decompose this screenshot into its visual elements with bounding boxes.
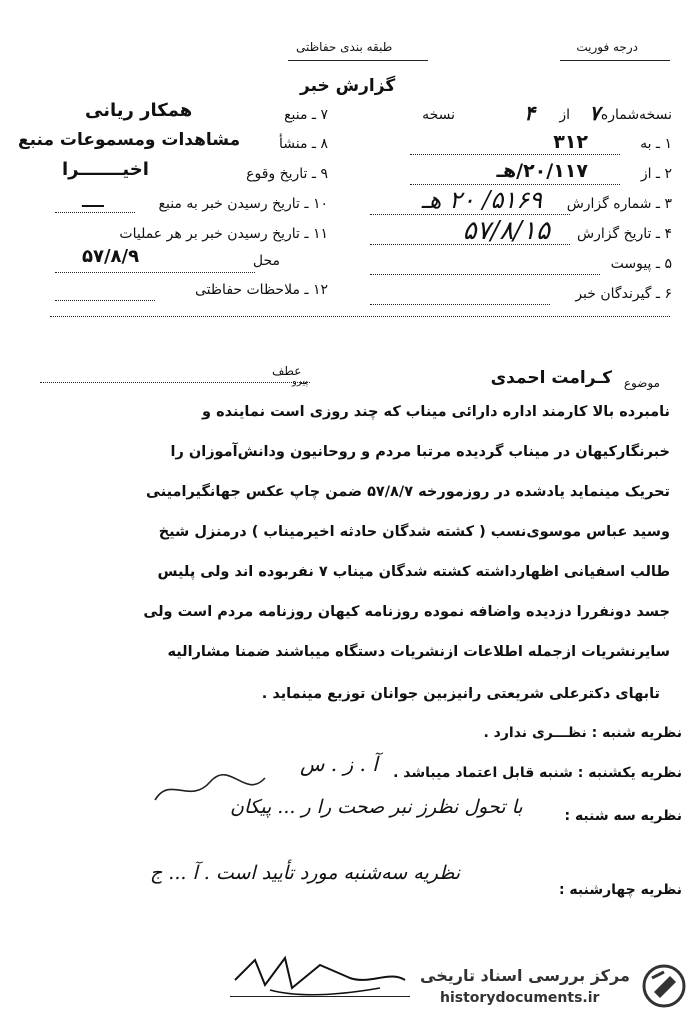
- received-ops-value: ۵۷/۸/۹: [82, 246, 140, 267]
- body-line-5: طالب اسفیانی اظهارداشته کشته شدگان میناب ۷ نفربوده اند ولی پلیس: [157, 564, 670, 580]
- from-value: ۲۰/۱۱۷/هـ: [496, 160, 588, 182]
- place-label: محل: [252, 253, 280, 269]
- received-source-label: ۱۰ ـ تاریخ رسیدن خبر به منبع: [158, 196, 328, 212]
- eval-tuesday-handwritten: با تحول نظرز نبر صحت را ر ... پیکان: [230, 796, 523, 818]
- eval-wednesday-handwritten: نظریه سه‌شنبه مورد تأیید است . آ ... ج: [150, 862, 461, 884]
- attachment-dotline: [370, 274, 600, 275]
- watermark-logo-icon: [640, 962, 688, 1010]
- signature-underline: [230, 996, 410, 997]
- body-line-8: تابهای دکترعلی شریعتی رانیزبین جوانان توزیع مینماید .: [261, 686, 660, 702]
- copy-value: ۷: [589, 101, 600, 125]
- reference-dotline: [40, 382, 310, 383]
- subject-value: کـرامت احمدی: [490, 368, 612, 388]
- report-date-dotline: [370, 244, 570, 245]
- from-dotline: [410, 184, 620, 185]
- origin-value: مشاهدات ومسموعات منبع: [18, 130, 241, 150]
- report-title: گزارش خبر: [300, 76, 396, 96]
- priority-label: درجه فوریت: [576, 40, 638, 54]
- eval-sunday-handwritten: آ . ز . س: [300, 752, 378, 776]
- report-date-label: ۴ ـ تاریخ گزارش: [577, 226, 672, 242]
- to-value: ۳۱۲: [553, 131, 588, 153]
- body-line-7: سایرنشریات ازجمله اطلاعات ازنشریات دستگاه میباشند ضمنا مشارالیه: [167, 644, 670, 660]
- body-line-4: وسید عباس موسوی‌نسب ( کشته شدگان حادثه اخیرمیناب ) درمنزل شیخ: [158, 524, 670, 540]
- watermark-url: historydocuments.ir: [440, 990, 600, 1006]
- occurrence-label: ۹ ـ تاریخ وقوع: [246, 166, 328, 182]
- copy-label: نسخه‌شماره: [600, 107, 672, 123]
- copy-suffix: نسخه: [422, 107, 455, 123]
- priority-underline: [560, 60, 670, 61]
- copy-total: ۴: [524, 101, 535, 125]
- attachment-label: ۵ ـ پیوست: [610, 256, 672, 272]
- classification-underline: [288, 60, 428, 61]
- protective-notes-dotline: [55, 300, 155, 301]
- received-ops-label: ۱۱ ـ تاریخ رسیدن خبر بر هر عملیات: [119, 226, 328, 242]
- body-line-1: نامبرده بالا کارمند اداره دارائی میناب که چند روزی است نماینده و: [202, 404, 670, 420]
- recipients-label: ۶ ـ گیرندگان خبر: [575, 286, 672, 302]
- eval-saturday: نظریه شنبه : نظـــری ندارد .: [483, 725, 682, 741]
- eval-sunday: نظریه یکشنبه : شنبه قابل اعتماد میباشد .: [393, 765, 682, 781]
- received-source-dotline: [55, 212, 135, 213]
- received-source-value: ــــ: [82, 192, 104, 211]
- report-date-value: ۵۷/۸/۱۵: [462, 216, 550, 246]
- subject-label: موضوع: [623, 376, 660, 390]
- eval-tuesday-label: نظریه سه شنبه :: [564, 808, 682, 824]
- to-label: ۱ ـ به: [640, 136, 672, 152]
- body-line-3: تحریک مینماید یادشده در روزمورخه ۵۷/۸/۷ ضمن چاپ عکس جهانگیرامینی: [146, 484, 670, 500]
- protective-notes-label: ۱۲ ـ ملاحظات حفاظتی: [195, 282, 328, 298]
- watermark-name: مرکز بررسی اسناد تاریخی: [420, 966, 630, 985]
- signature-scribble-bottom: [230, 950, 410, 1000]
- occurrence-value: اخیـــــــرا: [62, 159, 149, 180]
- signature-scribble-top: [150, 770, 270, 810]
- source-value: همکار ریانی: [85, 100, 193, 121]
- recipients-dotline: [370, 304, 550, 305]
- report-no-value: ۵۱۶۹/ ۲۰ هـ: [421, 186, 542, 214]
- section-divider: [50, 316, 670, 317]
- origin-label: ۸ ـ منشأ: [278, 136, 328, 152]
- body-line-2: خبرنگارکیهان در میناب گردیده مرتبا مردم و روحانیون ودانش‌آموزان را: [170, 444, 670, 460]
- report-no-label: ۳ ـ شماره گزارش: [566, 196, 672, 212]
- eval-wednesday-label: نظریه چهارشنبه :: [558, 882, 682, 898]
- classification-label: طبقه بندی حفاظتی: [296, 40, 393, 54]
- report-no-dotline: [370, 214, 570, 215]
- to-dotline: [410, 154, 620, 155]
- from-label: ۲ ـ از: [640, 166, 672, 182]
- follow-label: پیرو: [292, 376, 309, 387]
- reference-label: عطف: [272, 364, 302, 378]
- body-line-6: جسد دونفررا دزدیده واضافه نموده روزنامه کیهان روزنامه مردم است ولی: [143, 604, 670, 620]
- copy-of: از: [559, 107, 570, 123]
- place-dotline: [55, 272, 255, 273]
- source-label: ۷ ـ منبع: [284, 107, 328, 123]
